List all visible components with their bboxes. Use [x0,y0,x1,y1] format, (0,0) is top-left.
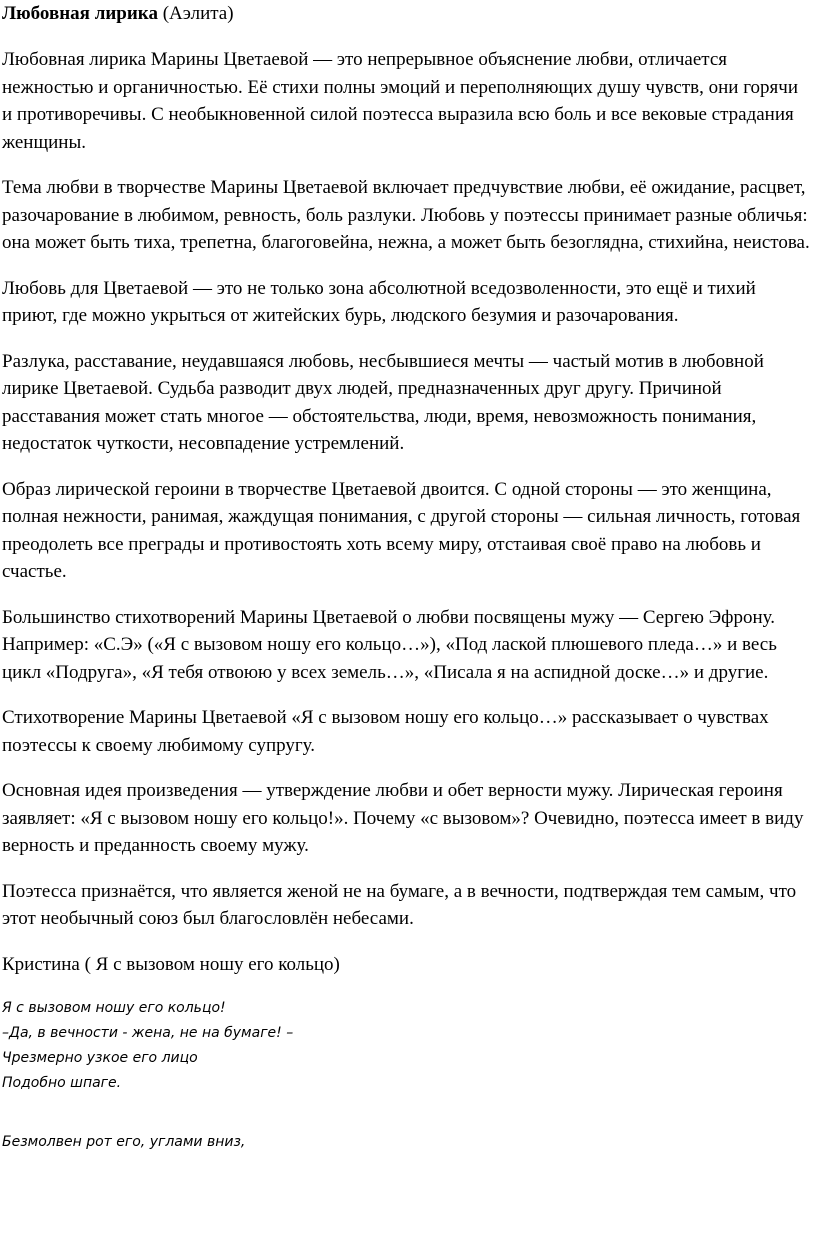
poem-line: Безмолвен рот его, углами вниз, [2,1134,246,1150]
poem-line: Подобно шпаге. [2,1075,122,1091]
paragraph-4: Разлука, расставание, неудавшаяся любовь, несбывшиеся мечты — частый мотив в любовной лирике Цветаевой. Судьба разводит двух людей, предназначенных друг другу. Причиной расставания может стать многое — обстоятельства, люди, время, невозможность понимания, недостаток чуткости, несовпадение устремлений. [2,350,764,454]
poem-line: –Да, в вечности - жена, не на бумаге! – [2,1025,294,1041]
poem-stanza-1 [2,996,810,1096]
title-bold: Любовная лирика [2,3,158,24]
document-title [2,0,810,28]
paragraph-1: Любовная лирика Марины Цветаевой — это непрерывное объяснение любви, отличается нежностью и органичностью. Её стихи полны эмоций и переполняющих душу чувств, они горячи и противоречивы. С необыкновенной силой поэтесса выразила всю боль и все вековые страдания женщины. [2,49,798,153]
poem-line: Я с вызовом ношу его кольцо! [2,1000,226,1016]
paragraph-7: Стихотворение Марины Цветаевой «Я с вызовом ношу его кольцо…» рассказывает о чувствах поэтессы к своему любимому супругу. [2,707,769,756]
paragraph-3: Любовь для Цветаевой — это не только зона абсолютной вседозволенности, это ещё и тихий приют, где можно укрыться от житейских бурь, людского безумия и разочарования. [2,277,756,326]
paragraph-2: Тема любви в творчестве Марины Цветаевой включает предчувствие любви, её ожидание, расцвет, разочарование в любимом, ревность, боль разлуки. Любовь у поэтессы принимает разные обличья: она может быть тиха, трепетна, благоговейна, нежна, а может быть безоглядна, стихийна, неистова. [2,177,810,253]
poem-line: Чрезмерно узкое его лицо [2,1050,198,1066]
title-author: (Аэлита) [157,3,234,24]
poem-stanza-2 [2,1130,810,1155]
paragraph-8: Основная идея произведения — утверждение любви и обет верности мужу. Лирическая героиня заявляет: «Я с вызовом ношу его кольцо!». Почему «с вызовом»? Очевидно, поэтесса имеет в виду верность и преданность своему мужу. [2,780,804,856]
paragraph-5: Образ лирической героини в творчестве Цветаевой двоится. С одной стороны — это женщина, полная нежности, ранимая, жаждущая понимания, с другой стороны — сильная личность, готовая преодолеть все преграды и противостоять хоть всему миру, отстаивая своё право на любовь и счастье. [2,478,801,582]
paragraph-9: Поэтесса признаётся, что является женой не на бумаге, а в вечности, подтверждая тем самым, что этот необычный союз был благословлён небесами. [2,880,797,929]
paragraph-6: Большинство стихотворений Марины Цветаевой о любви посвящены мужу — Сергею Эфрону. Например: «С.Э» («Я с вызовом ношу его кольцо…»), «Под лаской плюшевого пледа…» и весь цикл «Подруга», «Я тебя отвоюю у всех земель…», «Писала я на аспидной доске…» и другие. [2,606,777,683]
poem-heading: Кристина ( Я с вызовом ношу его кольцо) [2,953,340,975]
poem [2,996,810,1155]
